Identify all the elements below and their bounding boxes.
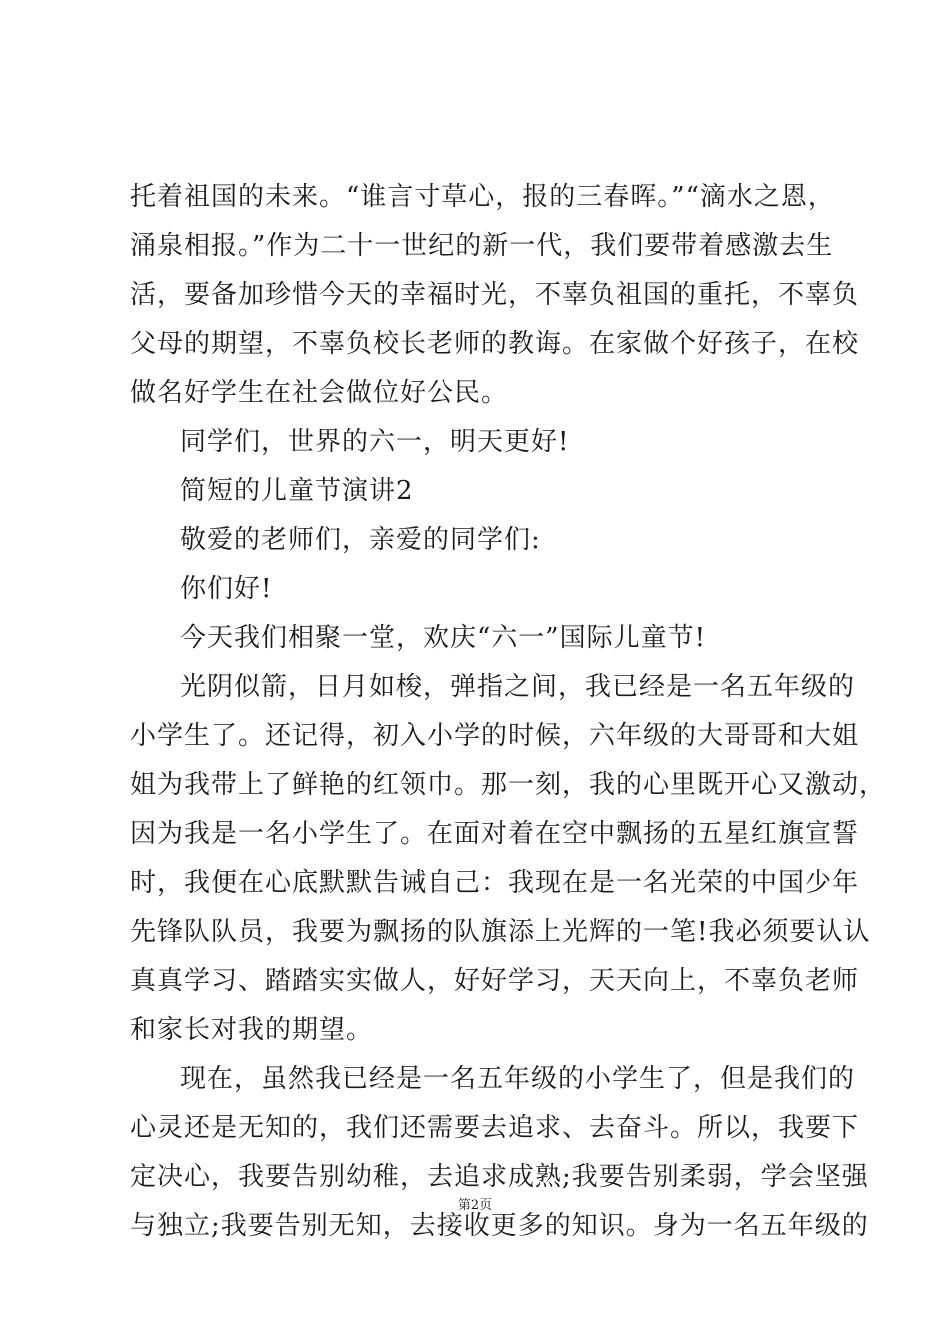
text-line: 时，我便在心底默默告诫自己：我现在是一名光荣的中国少年 — [130, 868, 860, 898]
text-line: 涌泉相报。”作为二十一世纪的新一代，我们要带着感激去生 — [130, 231, 834, 261]
text-line: 今天我们相聚一堂，欢庆“六一”国际儿童节! — [180, 623, 707, 653]
text-line: 因为我是一名小学生了。在面对着在空中飘扬的五星红旗宣誓 — [130, 819, 860, 849]
text-line: 定决心，我要告别幼稚，去追求成熟;我要告别柔弱，学会坚强 — [130, 1162, 869, 1192]
text-line: 光阴似箭，日月如梭，弹指之间，我已经是一名五年级的 — [180, 672, 856, 702]
text-line: 做名好学生在社会做位好公民。 — [130, 378, 509, 408]
greeting: 你们好! — [180, 574, 273, 604]
text-line: 活，要备加珍惜今天的幸福时光，不辜负祖国的重托，不辜负 — [130, 280, 860, 310]
section-heading: 简短的儿童节演讲2 — [180, 476, 414, 506]
text-line: 先锋队队员，我要为飘扬的队旗添上光辉的一笔!我必须要认认 — [130, 917, 871, 947]
page-number: 第2页 — [457, 1198, 493, 1213]
text-line: 父母的期望，不辜负校长老师的教诲。在家做个好孩子，在校 — [130, 329, 860, 359]
text-line: 小学生了。还记得，初入小学的时候，六年级的大哥哥和大姐 — [130, 721, 860, 751]
text-line: 姐为我带上了鲜艳的红领巾。那一刻，我的心里既开心又激动， — [130, 770, 887, 800]
text-line: 真真学习、踏踏实实做人，好好学习，天天向上，不辜负老师 — [130, 966, 860, 996]
text-line: 心灵还是无知的，我们还需要去追求、去奋斗。所以，我要下 — [130, 1113, 860, 1143]
text-line: 托着祖国的未来。“谁言寸草心，报的三春晖。”“滴水之恩， — [130, 182, 835, 212]
salutation: 敬爱的老师们，亲爱的同学们: — [180, 525, 541, 555]
text-line: 同学们，世界的六一，明天更好! — [180, 427, 570, 457]
text-line: 和家长对我的期望。 — [130, 1015, 374, 1045]
text-line: 现在，虽然我已经是一名五年级的小学生了，但是我们的 — [180, 1064, 856, 1094]
text-line: 与独立;我要告别无知，去接收更多的知识。身为一名五年级的 — [130, 1211, 869, 1241]
